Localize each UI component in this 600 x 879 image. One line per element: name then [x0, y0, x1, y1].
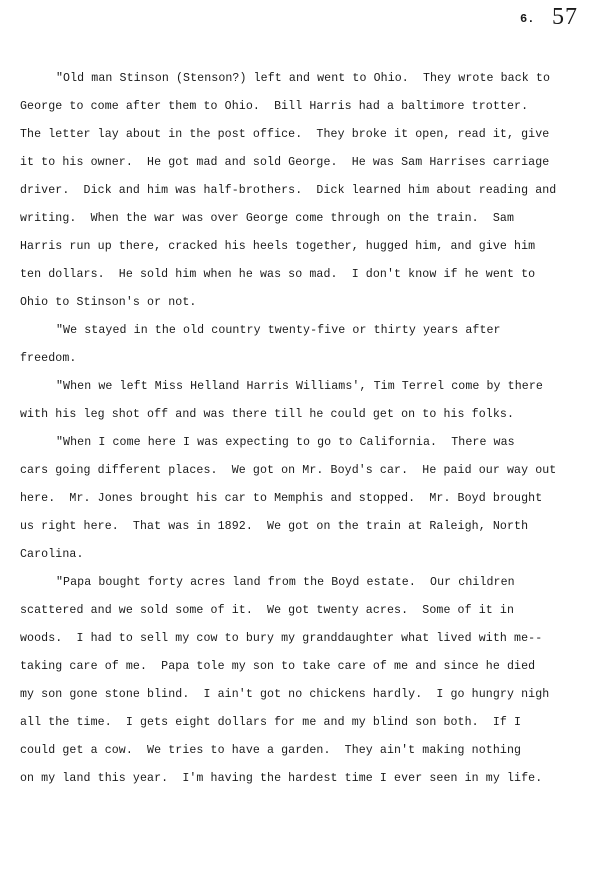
text-line: us right here. That was in 1892. We got on the train at Raleigh, North — [20, 520, 529, 533]
text-line: writing. When the war was over George come through on the train. Sam — [20, 212, 515, 225]
text-line: with his leg shot off and was there till he could get on to his folks. — [20, 408, 515, 421]
text-line: scattered and we sold some of it. We got twenty acres. Some of it in — [20, 604, 515, 617]
text-line: Harris run up there, cracked his heels together, hugged him, and give him — [20, 240, 536, 253]
text-line: "Old man Stinson (Stenson?) left and went to Ohio. They wrote back to — [56, 72, 551, 85]
text-line: all the time. I gets eight dollars for me and my blind son both. If I — [20, 716, 522, 729]
text-line: George to come after them to Ohio. Bill Harris had a baltimore trotter. — [20, 100, 529, 113]
text-line: here. Mr. Jones brought his car to Memphis and stopped. Mr. Boyd brought — [20, 492, 543, 505]
text-line: my son gone stone blind. I ain't got no chickens hardly. I go hungry nigh — [20, 688, 550, 701]
text-line: The letter lay about in the post office. They broke it open, read it, give — [20, 128, 550, 141]
text-line: "When I come here I was expecting to go to California. There was — [56, 436, 515, 449]
text-line: ten dollars. He sold him when he was so mad. I don't know if he went to — [20, 268, 536, 281]
text-line: freedom. — [20, 352, 77, 365]
text-line: "We stayed in the old country twenty-five or thirty years after — [56, 324, 501, 337]
text-line: cars going different places. We got on Mr. Boyd's car. He paid our way out — [20, 464, 557, 477]
text-line: woods. I had to sell my cow to bury my granddaughter what lived with me-- — [20, 632, 543, 645]
folio-number: 57 — [552, 4, 578, 30]
text-line: "When we left Miss Helland Harris Williams', Tim Terrel come by there — [56, 380, 543, 393]
page-number: 6. — [520, 12, 535, 26]
text-line: it to his owner. He got mad and sold George. He was Sam Harrises carriage — [20, 156, 550, 169]
text-line: could get a cow. We tries to have a garden. They ain't making nothing — [20, 744, 522, 757]
text-line: "Papa bought forty acres land from the Boyd estate. Our children — [56, 576, 515, 589]
text-line: Ohio to Stinson's or not. — [20, 296, 197, 309]
text-line: Carolina. — [20, 548, 84, 561]
text-line: on my land this year. I'm having the hardest time I ever seen in my life. — [20, 772, 543, 785]
text-line: driver. Dick and him was half-brothers. Dick learned him about reading and — [20, 184, 557, 197]
text-line: taking care of me. Papa tole my son to take care of me and since he died — [20, 660, 536, 673]
